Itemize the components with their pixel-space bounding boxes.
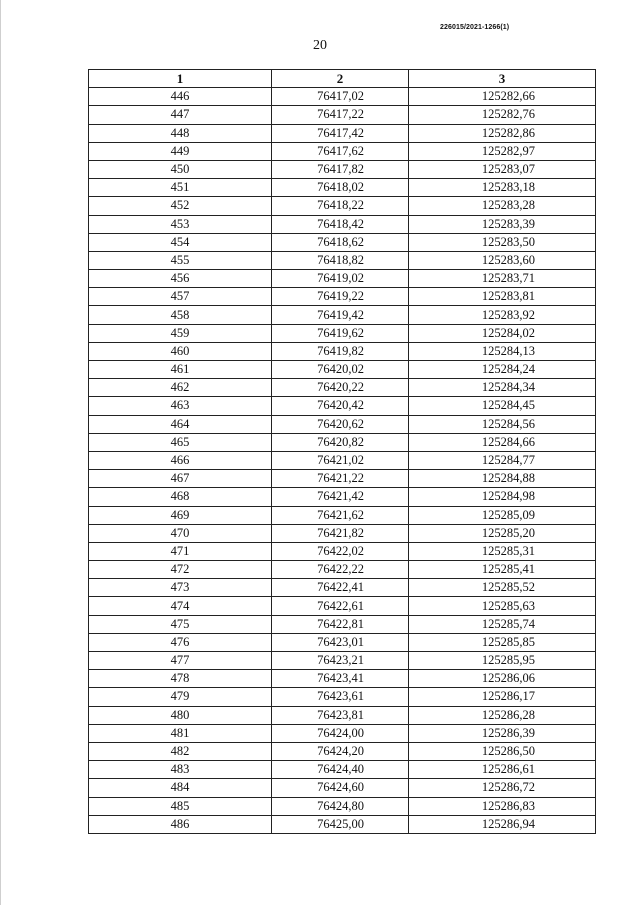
table-row [89, 197, 596, 215]
table-row [89, 251, 596, 269]
table-row [89, 179, 596, 197]
point-number-cell: 471 [89, 542, 272, 560]
coordinate-x-cell: 76422,02 [272, 542, 409, 560]
coordinate-y-cell: 125284,56 [409, 415, 596, 433]
table-row [89, 670, 596, 688]
coordinate-x-cell: 76421,42 [272, 488, 409, 506]
point-number-cell: 448 [89, 124, 272, 142]
coordinate-x-cell: 76423,41 [272, 670, 409, 688]
coordinate-x-cell: 76418,82 [272, 251, 409, 269]
point-number-cell: 480 [89, 706, 272, 724]
coordinate-x-cell: 76420,82 [272, 433, 409, 451]
point-number-cell: 476 [89, 633, 272, 651]
point-number-cell: 482 [89, 742, 272, 760]
point-number-cell: 454 [89, 233, 272, 251]
coordinate-x-cell: 76418,62 [272, 233, 409, 251]
coordinate-x-cell: 76419,22 [272, 288, 409, 306]
table-row [89, 288, 596, 306]
point-number-cell: 483 [89, 761, 272, 779]
coordinate-y-cell: 125285,41 [409, 561, 596, 579]
table-row [89, 615, 596, 633]
coordinate-y-cell: 125284,24 [409, 361, 596, 379]
coordinate-x-cell: 76417,82 [272, 160, 409, 178]
table-body [89, 88, 596, 834]
coordinate-y-cell: 125284,98 [409, 488, 596, 506]
coordinate-x-cell: 76420,22 [272, 379, 409, 397]
column-header-1: 1 [89, 70, 272, 88]
page-number: 20 [313, 38, 327, 53]
coordinate-x-cell: 76420,42 [272, 397, 409, 415]
coordinate-y-cell: 125286,28 [409, 706, 596, 724]
coordinate-y-cell: 125284,45 [409, 397, 596, 415]
table-row [89, 797, 596, 815]
coordinate-y-cell: 125286,94 [409, 815, 596, 833]
coordinate-x-cell: 76424,80 [272, 797, 409, 815]
table-row [89, 379, 596, 397]
table-row [89, 160, 596, 178]
point-number-cell: 462 [89, 379, 272, 397]
point-number-cell: 474 [89, 597, 272, 615]
point-number-cell: 451 [89, 179, 272, 197]
point-number-cell: 484 [89, 779, 272, 797]
coordinate-y-cell: 125283,71 [409, 270, 596, 288]
coordinate-x-cell: 76417,42 [272, 124, 409, 142]
table-row [89, 270, 596, 288]
point-number-cell: 461 [89, 361, 272, 379]
table-row [89, 88, 596, 106]
coordinate-y-cell: 125282,97 [409, 142, 596, 160]
table-row [89, 761, 596, 779]
scan-edge [0, 0, 1, 905]
coordinate-y-cell: 125285,63 [409, 597, 596, 615]
coordinate-x-cell: 76420,62 [272, 415, 409, 433]
coordinate-x-cell: 76419,02 [272, 270, 409, 288]
point-number-cell: 460 [89, 342, 272, 360]
table-row [89, 579, 596, 597]
coordinate-x-cell: 76420,02 [272, 361, 409, 379]
table-row [89, 142, 596, 160]
point-number-cell: 456 [89, 270, 272, 288]
coordinate-y-cell: 125285,20 [409, 524, 596, 542]
coordinate-y-cell: 125284,77 [409, 451, 596, 469]
coordinate-x-cell: 76418,02 [272, 179, 409, 197]
point-number-cell: 468 [89, 488, 272, 506]
coordinate-x-cell: 76421,62 [272, 506, 409, 524]
coordinate-y-cell: 125282,86 [409, 124, 596, 142]
point-number-cell: 463 [89, 397, 272, 415]
coordinate-y-cell: 125284,66 [409, 433, 596, 451]
coordinate-y-cell: 125283,92 [409, 306, 596, 324]
point-number-cell: 472 [89, 561, 272, 579]
coordinate-y-cell: 125286,83 [409, 797, 596, 815]
table-row [89, 433, 596, 451]
coordinate-x-cell: 76424,40 [272, 761, 409, 779]
coordinate-x-cell: 76421,02 [272, 451, 409, 469]
table-row [89, 652, 596, 670]
table-row [89, 724, 596, 742]
point-number-cell: 446 [89, 88, 272, 106]
coordinate-y-cell: 125285,95 [409, 652, 596, 670]
point-number-cell: 477 [89, 652, 272, 670]
point-number-cell: 464 [89, 415, 272, 433]
point-number-cell: 469 [89, 506, 272, 524]
point-number-cell: 473 [89, 579, 272, 597]
coordinate-y-cell: 125282,66 [409, 88, 596, 106]
point-number-cell: 466 [89, 451, 272, 469]
coordinate-y-cell: 125285,52 [409, 579, 596, 597]
point-number-cell: 465 [89, 433, 272, 451]
coordinate-x-cell: 76422,22 [272, 561, 409, 579]
coordinate-x-cell: 76417,02 [272, 88, 409, 106]
coordinate-y-cell: 125285,85 [409, 633, 596, 651]
coordinate-x-cell: 76423,01 [272, 633, 409, 651]
coordinate-x-cell: 76417,22 [272, 106, 409, 124]
table-row [89, 524, 596, 542]
coordinates-table [88, 69, 596, 834]
coordinate-y-cell: 125285,74 [409, 615, 596, 633]
coordinate-x-cell: 76423,81 [272, 706, 409, 724]
coordinate-y-cell: 125285,31 [409, 542, 596, 560]
point-number-cell: 467 [89, 470, 272, 488]
coordinate-x-cell: 76422,41 [272, 579, 409, 597]
coordinate-y-cell: 125286,50 [409, 742, 596, 760]
point-number-cell: 457 [89, 288, 272, 306]
table-row [89, 488, 596, 506]
table-row [89, 342, 596, 360]
coordinate-x-cell: 76423,61 [272, 688, 409, 706]
coordinate-y-cell: 125282,76 [409, 106, 596, 124]
coordinate-x-cell: 76419,82 [272, 342, 409, 360]
coordinate-y-cell: 125286,39 [409, 724, 596, 742]
coordinate-x-cell: 76419,42 [272, 306, 409, 324]
coordinate-x-cell: 76425,00 [272, 815, 409, 833]
table-row [89, 542, 596, 560]
coordinate-x-cell: 76422,61 [272, 597, 409, 615]
point-number-cell: 459 [89, 324, 272, 342]
coordinate-y-cell: 125283,18 [409, 179, 596, 197]
point-number-cell: 485 [89, 797, 272, 815]
table-row [89, 233, 596, 251]
column-header-2: 2 [272, 70, 409, 88]
table-row [89, 106, 596, 124]
coordinate-y-cell: 125286,17 [409, 688, 596, 706]
coordinate-y-cell: 125286,72 [409, 779, 596, 797]
coordinate-y-cell: 125283,81 [409, 288, 596, 306]
coordinate-x-cell: 76422,81 [272, 615, 409, 633]
coordinate-x-cell: 76419,62 [272, 324, 409, 342]
table-row [89, 742, 596, 760]
coordinate-y-cell: 125284,02 [409, 324, 596, 342]
table-row [89, 815, 596, 833]
coordinate-y-cell: 125286,61 [409, 761, 596, 779]
document-reference: 226015/2021-1266(1) [440, 24, 510, 31]
coordinate-x-cell: 76417,62 [272, 142, 409, 160]
table-row [89, 688, 596, 706]
point-number-cell: 450 [89, 160, 272, 178]
table-row [89, 397, 596, 415]
coordinate-y-cell: 125283,28 [409, 197, 596, 215]
coordinate-x-cell: 76418,22 [272, 197, 409, 215]
coordinate-y-cell: 125283,07 [409, 160, 596, 178]
point-number-cell: 458 [89, 306, 272, 324]
table-row [89, 324, 596, 342]
coordinate-y-cell: 125285,09 [409, 506, 596, 524]
coordinate-y-cell: 125283,39 [409, 215, 596, 233]
table-row [89, 215, 596, 233]
point-number-cell: 481 [89, 724, 272, 742]
table-header-row [89, 70, 596, 88]
coordinate-y-cell: 125284,88 [409, 470, 596, 488]
coordinate-x-cell: 76424,60 [272, 779, 409, 797]
coordinate-x-cell: 76421,22 [272, 470, 409, 488]
table-row [89, 451, 596, 469]
table-row [89, 706, 596, 724]
point-number-cell: 455 [89, 251, 272, 269]
coordinate-x-cell: 76421,82 [272, 524, 409, 542]
table-row [89, 506, 596, 524]
point-number-cell: 486 [89, 815, 272, 833]
point-number-cell: 470 [89, 524, 272, 542]
coordinate-y-cell: 125283,50 [409, 233, 596, 251]
coordinate-x-cell: 76424,20 [272, 742, 409, 760]
point-number-cell: 479 [89, 688, 272, 706]
point-number-cell: 452 [89, 197, 272, 215]
point-number-cell: 478 [89, 670, 272, 688]
coordinate-y-cell: 125284,13 [409, 342, 596, 360]
point-number-cell: 453 [89, 215, 272, 233]
point-number-cell: 475 [89, 615, 272, 633]
table-row [89, 306, 596, 324]
coordinate-y-cell: 125286,06 [409, 670, 596, 688]
table-row [89, 124, 596, 142]
coordinate-x-cell: 76423,21 [272, 652, 409, 670]
table-row [89, 561, 596, 579]
coordinate-y-cell: 125283,60 [409, 251, 596, 269]
point-number-cell: 449 [89, 142, 272, 160]
coordinate-y-cell: 125284,34 [409, 379, 596, 397]
coordinate-x-cell: 76424,00 [272, 724, 409, 742]
table-header [89, 70, 596, 88]
column-header-3: 3 [409, 70, 596, 88]
table-row [89, 361, 596, 379]
table-row [89, 470, 596, 488]
table-row [89, 597, 596, 615]
table-row [89, 415, 596, 433]
table-row [89, 779, 596, 797]
table-row [89, 633, 596, 651]
coordinate-x-cell: 76418,42 [272, 215, 409, 233]
point-number-cell: 447 [89, 106, 272, 124]
